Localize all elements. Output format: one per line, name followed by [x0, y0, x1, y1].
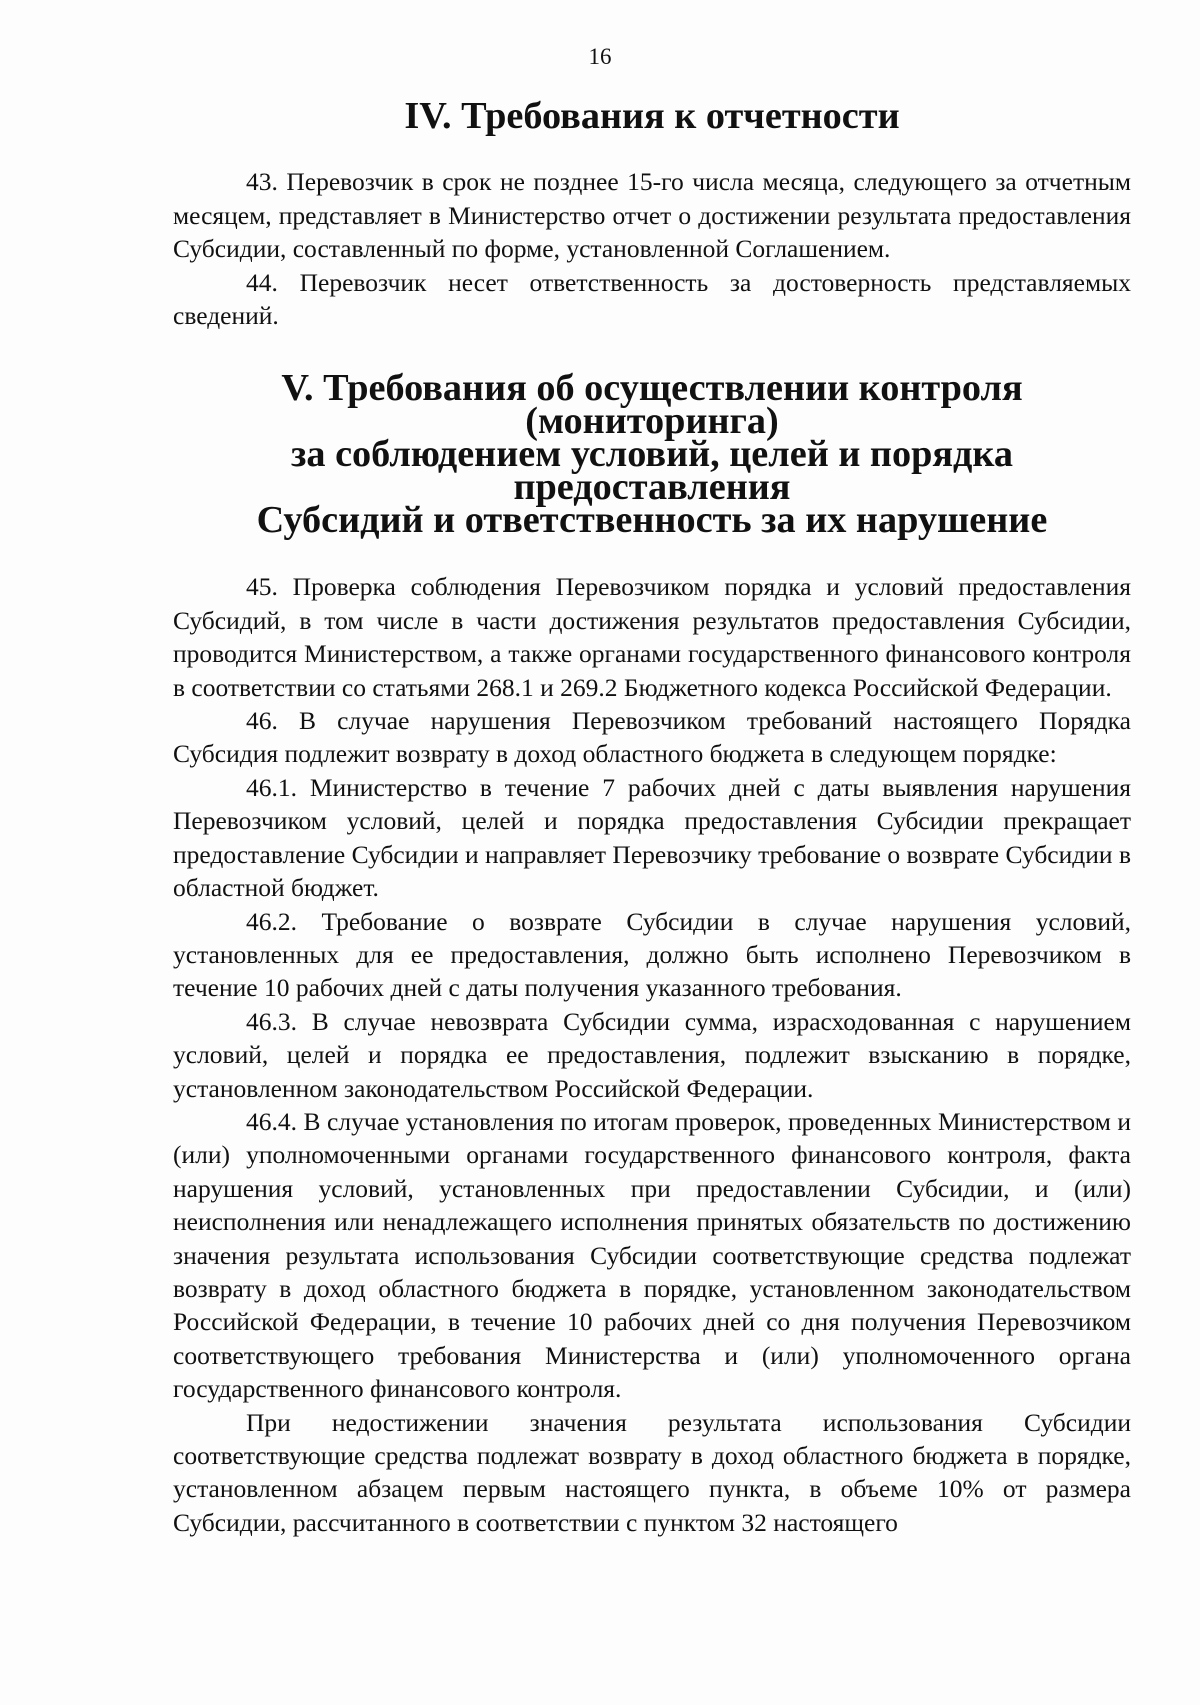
paragraph-non-achievement: При недостижении значения результата использования Субсидии соответствующие средства подлежат возврату в доход областного бюджета в порядке, установленном абзацем первым настоящего пункта, в объеме 10% от размера Субсидии, рассчитанного в соответствии с пунктом 32 настоящего [173, 1407, 1131, 1537]
paragraph-46-2: 46.2. Требование о возврате Субсидии в случае нарушения условий, установленных для ее предоставления, должно быть исполнено Перевозчиком в течение 10 рабочих дней с даты получения указанного требования. [173, 906, 1131, 1003]
section-heading-v-line-1: V. Требования об осуществлении контроля (мониторинга) [281, 367, 1023, 443]
section-heading-iv: IV. Требования к отчетности [404, 95, 900, 137]
section-heading-v-line-2: за соблюдением условий, целей и порядка предоставления [291, 433, 1013, 509]
paragraph-44: 44. Перевозчик несет ответственность за достоверность представляемых сведений. [173, 267, 1131, 331]
page-number: 16 [588, 44, 612, 69]
section-heading-v [173, 367, 1131, 542]
section-heading-v-line-3: Субсидий и ответственность за их нарушение [256, 499, 1048, 542]
paragraph-46-3: 46.3. В случае невозврата Субсидии сумма, израсходованная с нарушением условий, целей и порядка ее предоставления, подлежит взысканию в порядке, установленном законодательством Российской Федерации. [173, 1006, 1131, 1103]
paragraph-43: 43. Перевозчик в срок не позднее 15-го числа месяца, следующего за отчетным месяцем, представляет в Министерство отчет о достижении результата предоставления Субсидии, составленный по форме, установленной Соглашением. [173, 167, 1131, 264]
document-body [173, 95, 1131, 1539]
paragraph-46-1: 46.1. Министерство в течение 7 рабочих дней с даты выявления нарушения Перевозчиком условий, целей и порядка предоставления Субсидии прекращает предоставление Субсидии и направляет Перевозчику требование о возврате Субсидии в областной бюджет. [173, 772, 1131, 903]
paragraph-46: 46. В случае нарушения Перевозчиком требований настоящего Порядка Субсидия подлежит возврату в доход областного бюджета в следующем порядке: [173, 706, 1131, 769]
paragraph-45: 45. Проверка соблюдения Перевозчиком порядка и условий предоставления Субсидий, в том числе в части достижения результатов предоставления Субсидии, проводится Министерством, а также органами государственного финансового контроля в соответствии со статьями 268.1 и 269.2 Бюджетного кодекса Российской Федерации. [173, 572, 1131, 702]
paragraph-46-4: 46.4. В случае установления по итогам проверок, проведенных Министерством и (или) уполномоченными органами государственного финансового контроля, факта нарушения условий, установленных при предоставлении Субсидии, и (или) неисполнения или ненадлежащего исполнения принятых обязательств по достижению значения результата использования Субсидии соответствующие средства подлежат возврату в доход областного бюджета в порядке, установленном законодательством Российской Федерации, в течение 10 рабочих дней со дня получения Перевозчиком соответствующего требования Министерства и (или) уполномоченного органа государственного финансового контроля. [173, 1106, 1131, 1404]
